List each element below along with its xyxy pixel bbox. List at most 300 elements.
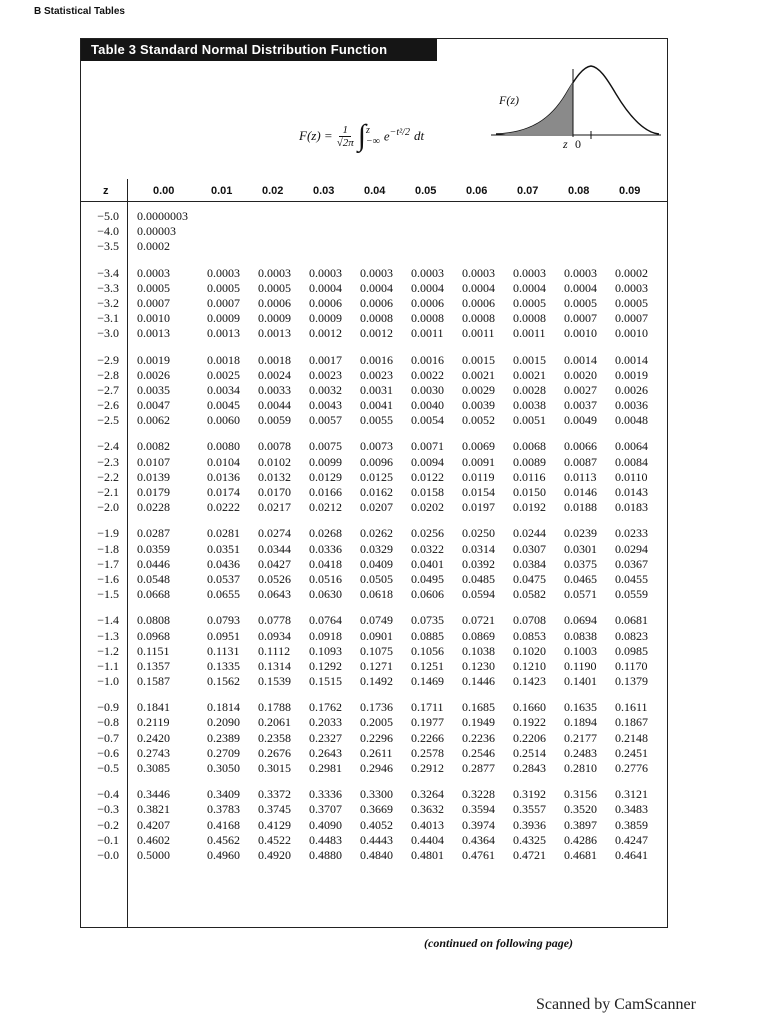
- z-value-cell: −2.6: [97, 398, 119, 413]
- probability-cell: 0.0055: [360, 413, 393, 428]
- probability-cell: 0.3015: [258, 761, 291, 775]
- probability-cell: 0.0003: [258, 265, 291, 280]
- table-row: [81, 326, 667, 341]
- probability-cell: 0.0125: [360, 469, 393, 484]
- row-group: [81, 439, 667, 515]
- probability-cell: 0.4443: [360, 832, 393, 847]
- probability-cell: 0.0681: [615, 613, 648, 628]
- probability-cell: 0.0262: [360, 526, 393, 541]
- scanner-watermark: Scanned by CamScanner: [536, 996, 696, 1013]
- z-value-cell: −1.6: [97, 571, 119, 586]
- probability-cell: 0.2643: [309, 745, 342, 760]
- probability-cell: 0.3336: [309, 787, 342, 802]
- z-value-cell: −0.4: [97, 787, 119, 802]
- z-value-cell: −5.0: [97, 209, 119, 223]
- probability-cell: 0.0606: [411, 587, 444, 602]
- probability-cell: 0.2296: [360, 730, 393, 745]
- probability-cell: 0.0351: [207, 541, 240, 556]
- column-header-row: [81, 179, 667, 202]
- probability-cell: 0.1401: [564, 674, 597, 689]
- probability-cell: 0.0002: [615, 265, 648, 280]
- probability-cell: 0.0007: [137, 295, 170, 310]
- z-value-cell: −2.9: [97, 352, 119, 367]
- probability-cell: 0.0170: [258, 485, 291, 499]
- table-row: [81, 353, 667, 368]
- probability-cell: 0.0021: [462, 367, 495, 382]
- probability-cell: 0.0019: [137, 352, 170, 367]
- integral-lower: −∞: [365, 136, 380, 147]
- probability-cell: 0.2578: [411, 745, 444, 760]
- table-row: [81, 746, 667, 761]
- probability-cell: 0.0764: [309, 613, 342, 628]
- z-value-cell: −0.9: [97, 700, 119, 715]
- probability-cell: 0.1469: [411, 674, 444, 689]
- z-value-cell: −3.0: [97, 326, 119, 341]
- probability-cell: 0.3300: [360, 787, 393, 802]
- probability-cell: 0.0853: [513, 628, 546, 643]
- probability-cell: 0.0057: [309, 413, 342, 428]
- probability-cell: 0.0287: [137, 526, 170, 541]
- probability-cell: 0.0010: [615, 326, 648, 341]
- probability-cell: 0.1379: [615, 674, 648, 689]
- column-header: 0.03: [313, 185, 335, 197]
- probability-cell: 0.0418: [309, 556, 342, 571]
- probability-cell: 0.0197: [462, 500, 495, 515]
- z-value-cell: −2.8: [97, 367, 119, 382]
- probability-cell: 0.1357: [137, 658, 170, 673]
- probability-cell: 0.0022: [411, 367, 444, 382]
- probability-cell: 0.1922: [513, 715, 546, 730]
- probability-cell: 0.2676: [258, 745, 291, 760]
- probability-cell: 0.0005: [615, 295, 648, 310]
- probability-cell: 0.0934: [258, 628, 291, 643]
- probability-cell: 0.0239: [564, 526, 597, 541]
- column-header: 0.02: [262, 185, 284, 197]
- probability-cell: 0.1131: [207, 643, 240, 658]
- probability-cell: 0.1949: [462, 715, 495, 730]
- probability-cell: 0.3974: [462, 817, 495, 832]
- probability-cell: 0.3121: [615, 787, 648, 802]
- probability-cell: 0.2266: [411, 730, 444, 745]
- probability-cell: 0.1446: [462, 674, 495, 689]
- probability-cell: 0.4129: [258, 817, 291, 832]
- probability-cell: 0.0401: [411, 556, 444, 571]
- probability-cell: 0.0003: [615, 280, 648, 295]
- table-row: [81, 629, 667, 644]
- probability-cell: 0.0009: [258, 311, 291, 326]
- probability-cell: 0.0110: [615, 469, 648, 484]
- probability-cell: 0.0630: [309, 587, 342, 602]
- probability-cell: 0.0066: [564, 439, 597, 454]
- probability-cell: 0.0003: [309, 265, 342, 280]
- probability-cell: 0.0146: [564, 485, 597, 499]
- probability-cell: 0.0207: [360, 500, 393, 515]
- probability-cell: 0.1170: [615, 658, 648, 673]
- column-header: 0.04: [364, 185, 386, 197]
- probability-cell: 0.0735: [411, 613, 444, 628]
- probability-cell: 0.4090: [309, 817, 342, 832]
- probability-cell: 0.0107: [137, 454, 170, 469]
- probability-cell: 0.0618: [360, 587, 393, 602]
- probability-cell: 0.0113: [564, 469, 597, 484]
- z-value-cell: −2.1: [97, 485, 119, 499]
- probability-cell: 0.2148: [615, 730, 648, 745]
- z-value-cell: −0.1: [97, 832, 119, 847]
- z-value-cell: −3.3: [97, 280, 119, 295]
- probability-cell: 0.0244: [513, 526, 546, 541]
- probability-cell: 0.0119: [462, 469, 495, 484]
- column-header: 0.05: [415, 185, 437, 197]
- probability-cell: 0.0018: [207, 352, 240, 367]
- probability-cell: 0.1736: [360, 700, 393, 715]
- table-row: [81, 644, 667, 659]
- probability-cell: 0.0985: [615, 643, 648, 658]
- probability-cell: 0.0003: [513, 265, 546, 280]
- table-row: [81, 715, 667, 730]
- probability-cell: 0.0017: [309, 352, 342, 367]
- probability-cell: 0.0885: [411, 628, 444, 643]
- probability-cell: 0.0006: [258, 295, 291, 310]
- probability-cell: 0.0901: [360, 628, 393, 643]
- probability-cell: 0.0013: [258, 326, 291, 341]
- formula-denominator: √2π: [336, 136, 354, 149]
- probability-cell: 0.0011: [462, 326, 495, 341]
- table-row: [81, 383, 667, 398]
- table-row: [81, 587, 667, 602]
- probability-cell: 0.3483: [615, 802, 648, 817]
- probability-cell: 0.0003: [207, 265, 240, 280]
- probability-cell: 0.0004: [564, 280, 597, 295]
- probability-cell: 0.0808: [137, 613, 170, 628]
- integral-upper: z: [365, 125, 370, 136]
- probability-cell: 0.4013: [411, 817, 444, 832]
- probability-cell: 0.0064: [615, 439, 648, 454]
- probability-cell: 0.0968: [137, 628, 170, 643]
- probability-cell: 0.0166: [309, 485, 342, 499]
- probability-cell: 0.0359: [137, 541, 170, 556]
- probability-cell: 0.2514: [513, 745, 546, 760]
- column-header: 0.00: [153, 185, 175, 197]
- probability-cell: 0.1587: [137, 674, 170, 689]
- table-row: [81, 674, 667, 689]
- probability-cell: 0.0951: [207, 628, 240, 643]
- integrand: [384, 127, 410, 144]
- probability-cell: 0.3783: [207, 802, 240, 817]
- probability-cell: 0.0668: [137, 587, 170, 602]
- probability-cell: 0.3192: [513, 787, 546, 802]
- page-header: B Statistical Tables: [34, 6, 125, 17]
- probability-cell: 0.0212: [309, 500, 342, 515]
- probability-cell: 0.0446: [137, 556, 170, 571]
- probability-cell: 0.2877: [462, 761, 495, 775]
- probability-cell: 0.0004: [309, 280, 342, 295]
- probability-cell: 0.3050: [207, 761, 240, 775]
- probability-cell: 0.0384: [513, 556, 546, 571]
- probability-cell: 0.3085: [137, 761, 170, 775]
- probability-cell: 0.0281: [207, 526, 240, 541]
- probability-cell: 0.1814: [207, 700, 240, 715]
- z-value-cell: −1.1: [97, 658, 119, 673]
- probability-cell: 0.0013: [207, 326, 240, 341]
- probability-cell: 0.0082: [137, 439, 170, 454]
- probability-cell: 0.0003: [564, 265, 597, 280]
- probability-cell: 0.0392: [462, 556, 495, 571]
- probability-cell: 0.1841: [137, 700, 170, 715]
- z-value-cell: −3.4: [97, 265, 119, 280]
- probability-cell: 0.0011: [513, 326, 546, 341]
- row-group: [81, 613, 667, 689]
- table-row: [81, 572, 667, 587]
- table-body: [81, 209, 667, 874]
- probability-cell: 0.0009: [207, 311, 240, 326]
- z-value-cell: −3.2: [97, 295, 119, 310]
- probability-cell: 0.4880: [309, 847, 342, 862]
- curve-fz-label: F(z): [499, 93, 519, 107]
- probability-cell: 0.0080: [207, 439, 240, 454]
- probability-cell: 0.4207: [137, 817, 170, 832]
- table-frame: [80, 38, 668, 928]
- probability-cell: 0.2843: [513, 761, 546, 775]
- probability-cell: 0.2743: [137, 745, 170, 760]
- probability-cell: 0.3409: [207, 787, 240, 802]
- probability-cell: 0.0250: [462, 526, 495, 541]
- probability-cell: 0.0409: [360, 556, 393, 571]
- probability-cell: 0.2061: [258, 715, 291, 730]
- table-row: [81, 413, 667, 428]
- z-value-cell: −1.5: [97, 587, 119, 602]
- probability-cell: 0.0436: [207, 556, 240, 571]
- probability-cell: 0.0019: [615, 367, 648, 382]
- probability-cell: 0.3936: [513, 817, 546, 832]
- probability-cell: 0.0136: [207, 469, 240, 484]
- table-row: [81, 833, 667, 848]
- probability-cell: 0.0336: [309, 541, 342, 556]
- probability-cell: 0.1335: [207, 658, 240, 673]
- probability-cell: 0.4247: [615, 832, 648, 847]
- probability-cell: 0.0465: [564, 571, 597, 586]
- probability-cell: 0.0004: [462, 280, 495, 295]
- formula-fraction: [337, 124, 354, 149]
- probability-cell: 0.0094: [411, 454, 444, 469]
- probability-cell: 0.3156: [564, 787, 597, 802]
- probability-cell: 0.0032: [309, 382, 342, 397]
- probability-cell: 0.0005: [137, 280, 170, 295]
- z-value-cell: −2.4: [97, 439, 119, 454]
- probability-cell: 0.0048: [615, 413, 648, 428]
- probability-cell: 0.0007: [207, 295, 240, 310]
- z-value-cell: −0.7: [97, 730, 119, 745]
- probability-cell: 0.0008: [411, 311, 444, 326]
- probability-cell: 0.0594: [462, 587, 495, 602]
- probability-cell: 0.0030: [411, 382, 444, 397]
- row-group: [81, 787, 667, 863]
- z-value-cell: −2.0: [97, 500, 119, 515]
- probability-cell: 0.0034: [207, 382, 240, 397]
- probability-cell: 0.4801: [411, 847, 444, 862]
- probability-cell: 0.2389: [207, 730, 240, 745]
- probability-cell: 0.2119: [137, 715, 170, 730]
- z-value-cell: −0.2: [97, 817, 119, 832]
- probability-cell: 0.0004: [360, 280, 393, 295]
- probability-cell: 0.0183: [615, 500, 648, 515]
- probability-cell: 0.0009: [309, 311, 342, 326]
- probability-cell: 0.2810: [564, 761, 597, 775]
- table-row: [81, 787, 667, 802]
- probability-cell: 0.0150: [513, 485, 546, 499]
- probability-cell: 0.1292: [309, 658, 342, 673]
- probability-cell: 0.1977: [411, 715, 444, 730]
- probability-cell: 0.0011: [411, 326, 444, 341]
- probability-cell: 0.2546: [462, 745, 495, 760]
- probability-cell: 0.0013: [137, 326, 170, 341]
- probability-cell: 0.0028: [513, 382, 546, 397]
- z-value-cell: −4.0: [97, 224, 119, 239]
- probability-cell: 0.0179: [137, 485, 170, 499]
- probability-cell: 0.0006: [462, 295, 495, 310]
- probability-cell: 0.0014: [564, 352, 597, 367]
- probability-cell: 0.0006: [309, 295, 342, 310]
- probability-cell: 0.0228: [137, 500, 170, 515]
- probability-cell: 0.4602: [137, 832, 170, 847]
- probability-cell: 0.0793: [207, 613, 240, 628]
- probability-cell: 0.1271: [360, 658, 393, 673]
- probability-cell: 0.1314: [258, 658, 291, 673]
- curve-zero-label: 0: [575, 137, 581, 151]
- probability-cell: 0.0060: [207, 413, 240, 428]
- probability-cell: 0.0084: [615, 454, 648, 469]
- probability-cell: 0.0004: [513, 280, 546, 295]
- probability-cell: 0.1190: [564, 658, 597, 673]
- probability-cell: 0.0003: [137, 265, 170, 280]
- probability-cell: 0.0162: [360, 485, 393, 499]
- integrand-base: e: [383, 128, 390, 144]
- probability-cell: 0.0062: [137, 413, 170, 428]
- probability-cell: 0.4364: [462, 832, 495, 847]
- table-row: [81, 500, 667, 515]
- probability-cell: 0.2236: [462, 730, 495, 745]
- table-row: [81, 470, 667, 485]
- table-row: [81, 557, 667, 572]
- probability-cell: 0.2177: [564, 730, 597, 745]
- probability-cell: 0.4920: [258, 847, 291, 862]
- probability-cell: 0.0014: [615, 352, 648, 367]
- continued-note: (continued on following page): [424, 936, 574, 950]
- probability-cell: 0.0655: [207, 587, 240, 602]
- probability-cell: 0.4840: [360, 847, 393, 862]
- z-value-cell: −1.9: [97, 526, 119, 541]
- probability-cell: 0.0516: [309, 571, 342, 586]
- probability-cell: 0.0307: [513, 541, 546, 556]
- table-row: [81, 542, 667, 557]
- probability-cell: 0.0026: [615, 382, 648, 397]
- integral-bounds: [366, 125, 380, 147]
- table-row: [81, 439, 667, 454]
- z-value-cell: −0.6: [97, 745, 119, 760]
- probability-cell: 0.0322: [411, 541, 444, 556]
- probability-cell: 0.0004: [411, 280, 444, 295]
- probability-cell: 0.0495: [411, 571, 444, 586]
- probability-cell: 0.0002: [137, 239, 170, 254]
- z-value-cell: −0.8: [97, 715, 119, 730]
- probability-cell: 0.0122: [411, 469, 444, 484]
- table-row: [81, 368, 667, 383]
- probability-cell: 0.0537: [207, 571, 240, 586]
- probability-cell: 0.0104: [207, 454, 240, 469]
- probability-cell: 0.4721: [513, 847, 546, 862]
- probability-cell: 0.0054: [411, 413, 444, 428]
- probability-cell: 0.0548: [137, 571, 170, 586]
- probability-cell: 0.0008: [513, 311, 546, 326]
- probability-cell: 0.1056: [411, 643, 444, 658]
- probability-cell: 0.0268: [309, 526, 342, 541]
- probability-cell: 0.0455: [615, 571, 648, 586]
- probability-cell: 0.1151: [137, 643, 170, 658]
- probability-cell: 0.0036: [615, 398, 648, 413]
- probability-cell: 0.2611: [360, 745, 393, 760]
- probability-cell: 0.1112: [258, 643, 291, 658]
- probability-cell: 0.4562: [207, 832, 240, 847]
- probability-cell: 0.0099: [309, 454, 342, 469]
- cdf-formula: [299, 121, 424, 151]
- probability-cell: 0.1093: [309, 643, 342, 658]
- z-value-cell: −0.3: [97, 802, 119, 817]
- probability-cell: 0.0869: [462, 628, 495, 643]
- table-row: [81, 239, 667, 254]
- table-row: [81, 848, 667, 863]
- probability-cell: 0.1788: [258, 700, 291, 715]
- z-value-cell: −1.4: [97, 613, 119, 628]
- probability-cell: 0.0129: [309, 469, 342, 484]
- probability-cell: 0.0559: [615, 587, 648, 602]
- probability-cell: 0.2005: [360, 715, 393, 730]
- probability-cell: 0.0059: [258, 413, 291, 428]
- probability-cell: 0.0051: [513, 413, 546, 428]
- z-value-cell: −0.5: [97, 761, 119, 775]
- probability-cell: 0.0582: [513, 587, 546, 602]
- probability-cell: 0.1660: [513, 700, 546, 715]
- probability-cell: 0.0003: [411, 265, 444, 280]
- probability-cell: 0.0007: [615, 311, 648, 326]
- probability-cell: 0.2912: [411, 761, 444, 775]
- probability-cell: 0.0233: [615, 526, 648, 541]
- probability-cell: 0.0116: [513, 469, 546, 484]
- probability-cell: 0.4052: [360, 817, 393, 832]
- probability-cell: 0.0033: [258, 382, 291, 397]
- probability-cell: 0.4761: [462, 847, 495, 862]
- probability-cell: 0.0069: [462, 439, 495, 454]
- probability-cell: 0.4522: [258, 832, 291, 847]
- probability-cell: 0.2451: [615, 745, 648, 760]
- probability-cell: 0.0918: [309, 628, 342, 643]
- probability-cell: 0.0096: [360, 454, 393, 469]
- formula-dt: dt: [413, 128, 425, 143]
- probability-cell: 0.4325: [513, 832, 546, 847]
- probability-cell: 0.0708: [513, 613, 546, 628]
- row-group: [81, 266, 667, 342]
- probability-cell: 0.2946: [360, 761, 393, 775]
- probability-cell: 0.1685: [462, 700, 495, 715]
- probability-cell: 0.2776: [615, 761, 648, 775]
- probability-cell: 0.4483: [309, 832, 342, 847]
- probability-cell: 0.0838: [564, 628, 597, 643]
- probability-cell: 0.0006: [411, 295, 444, 310]
- table-row: [81, 455, 667, 470]
- table-row: [81, 526, 667, 541]
- probability-cell: 0.0823: [615, 628, 648, 643]
- table-row: [81, 224, 667, 239]
- probability-cell: 0.0041: [360, 398, 393, 413]
- probability-cell: 0.0023: [360, 367, 393, 382]
